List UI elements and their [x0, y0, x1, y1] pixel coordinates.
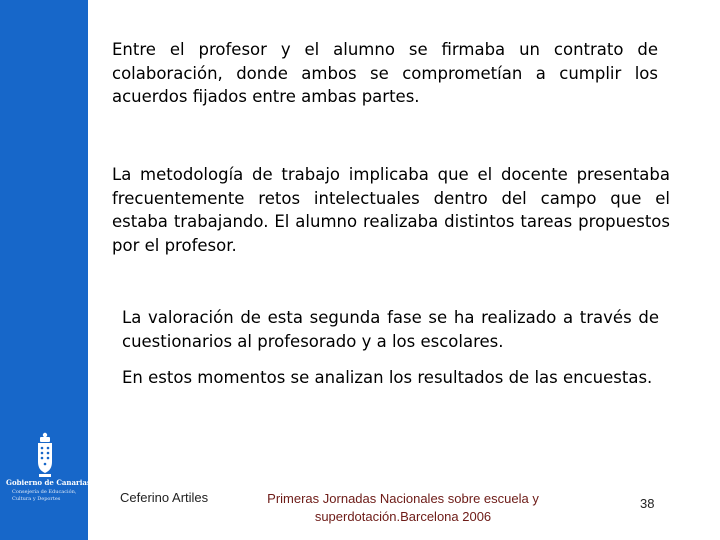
- logo-department-line1: Consejería de Educación,: [12, 489, 77, 495]
- logo-department-line2: Cultura y Deportes: [12, 496, 61, 502]
- footer-event-line1: Primeras Jornadas Nacionales sobre escuela y: [267, 491, 539, 506]
- paragraph-methodology: La metodología de trabajo implicaba que el docente presentaba frecuentemente retos intelectuales dentro del campo que el estaba trabajando. El alumno realizaba distintos tareas propuestos por el profesor.: [112, 165, 670, 255]
- gobierno-de-canarias-logo: [6, 432, 91, 522]
- footer-event-line2: superdotación.Barcelona 2006: [314, 509, 492, 524]
- sidebar-band: [0, 0, 91, 540]
- logo-department: [12, 489, 84, 503]
- paragraph-analysis: En estos momentos se analizan los resultados de las encuestas.: [122, 368, 653, 387]
- footer-author: Ceferino Artiles: [120, 490, 209, 505]
- paragraph-evaluation: La valoración de esta segunda fase se ha realizado a través de cuestionarios al profesorado y a los escolares.: [122, 308, 659, 351]
- coat-of-arms-icon: [35, 432, 55, 478]
- logo-org-name: Gobierno de Canarias: [6, 478, 91, 487]
- paragraph-contract: Entre el profesor y el alumno se firmaba un contrato de colaboración, donde ambos se comprometían a cumplir los acuerdos fijados entre ambas partes.: [112, 40, 658, 106]
- footer-event: [246, 490, 560, 526]
- page-number: 38: [640, 496, 655, 511]
